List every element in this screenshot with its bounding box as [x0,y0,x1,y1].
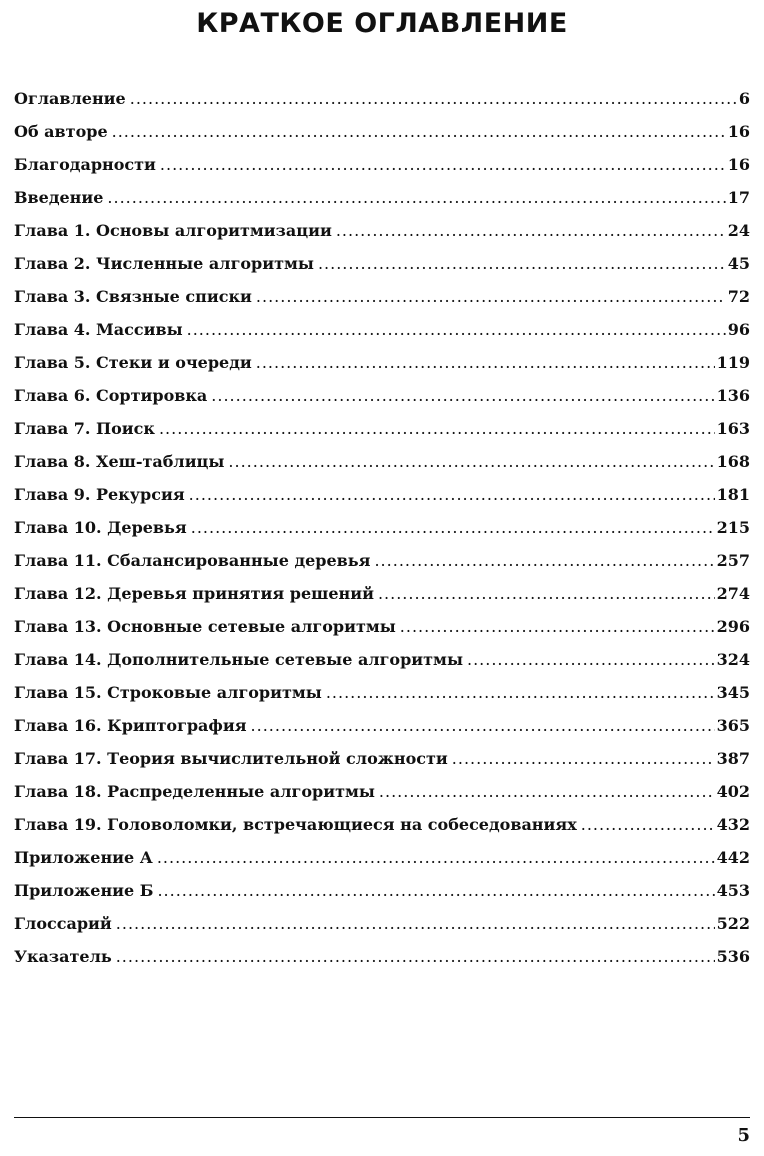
toc-entry-page: 163 [716,419,750,438]
toc-entry-label: Глоссарий [14,914,112,933]
dot-leader [187,313,726,346]
toc-entry[interactable] [14,808,750,841]
toc-entry[interactable] [14,115,750,148]
toc-entry-label: Глава 10. Деревья [14,518,187,537]
toc-entry-label: Глава 2. Численные алгоритмы [14,254,314,273]
toc-entry[interactable] [14,148,750,181]
toc-entry[interactable] [14,247,750,280]
toc-entry-page: 432 [716,815,750,834]
toc-entry[interactable] [14,643,750,676]
toc-entry-label: Приложение Б [14,881,154,900]
dot-leader [211,379,714,412]
toc-entry-page: 45 [727,254,750,273]
toc-entry-label: Глава 9. Рекурсия [14,485,185,504]
dot-leader [379,775,715,808]
toc-entry[interactable] [14,610,750,643]
toc-entry-label: Глава 18. Распределенные алгоритмы [14,782,375,801]
toc-entry-page: 442 [716,848,750,867]
dot-leader [326,676,715,709]
toc-entry[interactable] [14,544,750,577]
toc-entry[interactable] [14,940,750,973]
dot-leader [159,412,715,445]
dot-leader [336,214,726,247]
toc-entry[interactable] [14,214,750,247]
dot-leader [256,280,726,313]
toc-entry[interactable] [14,412,750,445]
toc-entry[interactable] [14,874,750,907]
dot-leader [374,544,714,577]
toc-entry-label: Глава 6. Сортировка [14,386,208,405]
toc-entry-page: 522 [716,914,750,933]
toc-entry-label: Глава 5. Стеки и очереди [14,353,252,372]
toc-entry[interactable] [14,313,750,346]
footer-divider [14,1117,750,1118]
toc-entry-page: 168 [716,452,750,471]
toc-entry-label: Глава 1. Основы алгоритмизации [14,221,332,240]
toc-entry-page: 136 [716,386,750,405]
toc-entry[interactable] [14,478,750,511]
dot-leader [157,841,715,874]
dot-leader [228,445,714,478]
toc-entry-page: 453 [716,881,750,900]
toc-entry-page: 6 [738,89,750,108]
toc-entry-page: 16 [727,122,750,141]
toc-entry-page: 96 [727,320,750,339]
dot-leader [452,742,715,775]
toc-entry[interactable] [14,445,750,478]
dot-leader [256,346,715,379]
toc-entry[interactable] [14,676,750,709]
toc-entry[interactable] [14,82,750,115]
dot-leader [112,115,726,148]
dot-leader [400,610,715,643]
dot-leader [116,940,715,973]
toc-entry-label: Введение [14,188,104,207]
toc-entry[interactable] [14,907,750,940]
dot-leader [160,148,726,181]
toc-entry[interactable] [14,841,750,874]
toc-entry[interactable] [14,709,750,742]
toc-entry-page: 345 [716,683,750,702]
toc-entry-label: Приложение А [14,848,153,867]
toc-entry-label: Благодарности [14,155,156,174]
toc-entry-page: 72 [727,287,750,306]
toc-entry-page: 324 [716,650,750,669]
dot-leader [157,874,714,907]
dot-leader [191,511,715,544]
toc-entry-label: Глава 3. Связные списки [14,287,252,306]
toc-entry-page: 257 [716,551,750,570]
toc-entry-page: 24 [727,221,750,240]
dot-leader [116,907,715,940]
toc-entry-label: Глава 15. Строковые алгоритмы [14,683,322,702]
toc-entry-label: Глава 11. Сбалансированные деревья [14,551,371,570]
toc-entry-page: 274 [716,584,750,603]
toc-entry-label: Глава 19. Головоломки, встречающиеся на собеседованиях [14,815,577,834]
toc-entry-page: 402 [716,782,750,801]
toc-entry-label: Об авторе [14,122,108,141]
toc-entry-label: Оглавление [14,89,126,108]
dot-leader [130,82,737,115]
toc-entry-label: Глава 4. Массивы [14,320,183,339]
toc-entry-page: 536 [716,947,750,966]
toc-entry[interactable] [14,181,750,214]
toc-entry-page: 181 [716,485,750,504]
toc-entry-page: 215 [716,518,750,537]
dot-leader [251,709,715,742]
page-number: 5 [737,1125,750,1146]
toc-entry-label: Глава 8. Хеш-таблицы [14,452,225,471]
dot-leader [318,247,726,280]
dot-leader [581,808,715,841]
toc-entry[interactable] [14,511,750,544]
toc-entry-label: Глава 12. Деревья принятия решений [14,584,374,603]
toc-entry[interactable] [14,577,750,610]
toc-entry[interactable] [14,379,750,412]
toc-entry[interactable] [14,742,750,775]
toc-entry-label: Глава 14. Дополнительные сетевые алгоритмы [14,650,463,669]
toc-entry-label: Глава 16. Криптография [14,716,247,735]
page-title: КРАТКОЕ ОГЛАВЛЕНИЕ [196,8,568,39]
toc-entry[interactable] [14,346,750,379]
toc-entry-page: 119 [716,353,750,372]
toc-entry[interactable] [14,280,750,313]
toc-entry[interactable] [14,775,750,808]
toc-entry-page: 387 [716,749,750,768]
toc-entry-page: 17 [727,188,750,207]
toc-entry-label: Глава 13. Основные сетевые алгоритмы [14,617,396,636]
dot-leader [378,577,715,610]
toc-entry-label: Глава 17. Теория вычислительной сложности [14,749,448,768]
dot-leader [189,478,715,511]
toc-entry-label: Указатель [14,947,112,966]
toc-entry-label: Глава 7. Поиск [14,419,155,438]
dot-leader [467,643,715,676]
toc-entry-page: 296 [716,617,750,636]
dot-leader [107,181,725,214]
toc-list [14,82,750,973]
toc-entry-page: 16 [727,155,750,174]
toc-entry-page: 365 [716,716,750,735]
